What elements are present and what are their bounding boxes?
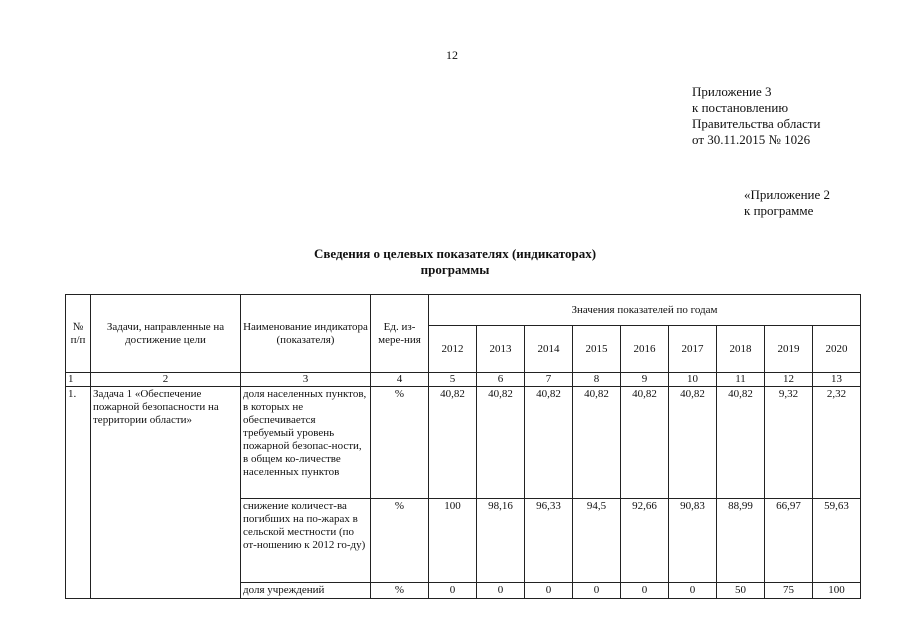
- header-year: 2016: [621, 326, 669, 373]
- appendix-3-line: Приложение 3: [692, 84, 772, 99]
- appendix-2-line: «Приложение 2: [744, 187, 831, 202]
- value-cell: 0: [573, 583, 621, 599]
- header-unit: Ед. из-мере-ния: [371, 295, 429, 373]
- value-cell: 40,82: [621, 387, 669, 499]
- header-values-group: Значения показателей по годам: [429, 295, 861, 326]
- value-cell: 0: [477, 583, 525, 599]
- appendix-3-line: к постановлению: [692, 100, 789, 115]
- header-year: 2018: [717, 326, 765, 373]
- appendix-3-line: Правительства области: [692, 116, 821, 131]
- value-cell: 0: [621, 583, 669, 599]
- header-indicator: Наименование индикатора (показателя): [241, 295, 371, 373]
- header-year: 2012: [429, 326, 477, 373]
- value-cell: 0: [525, 583, 573, 599]
- value-cell: 96,33: [525, 499, 573, 583]
- table-row: [66, 387, 861, 499]
- value-cell: 0: [669, 583, 717, 599]
- value-cell: 88,99: [717, 499, 765, 583]
- column-number: 13: [813, 373, 861, 387]
- value-cell: 40,82: [573, 387, 621, 499]
- page-number: 12: [446, 48, 458, 62]
- header-year: 2015: [573, 326, 621, 373]
- appendix-2-line: к программе: [744, 203, 814, 218]
- column-number: 8: [573, 373, 621, 387]
- value-cell: 2,32: [813, 387, 861, 499]
- appendix-3-line: от 30.11.2015 № 1026: [692, 132, 811, 147]
- value-cell: 9,32: [765, 387, 813, 499]
- column-number: 1: [66, 373, 91, 387]
- document-title: [250, 246, 660, 278]
- value-cell: 40,82: [525, 387, 573, 499]
- value-cell: 59,63: [813, 499, 861, 583]
- column-number: 11: [717, 373, 765, 387]
- indicator-name: доля учреждений: [241, 583, 371, 599]
- column-number: 12: [765, 373, 813, 387]
- column-number: 7: [525, 373, 573, 387]
- row-number: 1.: [66, 387, 91, 599]
- header-year: 2013: [477, 326, 525, 373]
- value-cell: 0: [429, 583, 477, 599]
- value-cell: 75: [765, 583, 813, 599]
- header-year: 2014: [525, 326, 573, 373]
- value-cell: 100: [429, 499, 477, 583]
- header-year: 2017: [669, 326, 717, 373]
- header-year: 2019: [765, 326, 813, 373]
- value-cell: 92,66: [621, 499, 669, 583]
- unit-cell: %: [371, 499, 429, 583]
- value-cell: 40,82: [669, 387, 717, 499]
- value-cell: 94,5: [573, 499, 621, 583]
- column-number: 10: [669, 373, 717, 387]
- indicator-name: снижение количест-ва погибших на по-жарах в сельской местности (по от-ношению к 2012 го-ду): [241, 499, 371, 583]
- column-number: 2: [91, 373, 241, 387]
- value-cell: 40,82: [477, 387, 525, 499]
- title-line: Сведения о целевых показателях (индикаторах): [313, 246, 597, 261]
- value-cell: 40,82: [429, 387, 477, 499]
- appendix-2-header: [744, 187, 830, 219]
- unit-cell: %: [371, 387, 429, 499]
- column-number: 6: [477, 373, 525, 387]
- value-cell: 50: [717, 583, 765, 599]
- header-num: № п/п: [66, 295, 91, 373]
- indicator-name: доля населенных пунктов, в которых не обеспечивается требуемый уровень пожарной безопас-ности, в общем ко-личестве населенных пунктов: [241, 387, 371, 499]
- table-header-row: [66, 295, 861, 326]
- title-line: программы: [420, 262, 490, 277]
- value-cell: 98,16: [477, 499, 525, 583]
- column-number: 3: [241, 373, 371, 387]
- column-number-row: [66, 373, 861, 387]
- appendix-3-header: [692, 84, 821, 148]
- task-cell: Задача 1 «Обеспечение пожарной безопасности на территории области»: [91, 387, 241, 599]
- header-year: 2020: [813, 326, 861, 373]
- header-task: Задачи, направленные на достижение цели: [91, 295, 241, 373]
- column-number: 5: [429, 373, 477, 387]
- column-number: 9: [621, 373, 669, 387]
- value-cell: 40,82: [717, 387, 765, 499]
- value-cell: 100: [813, 583, 861, 599]
- indicators-table: [65, 294, 861, 599]
- column-number: 4: [371, 373, 429, 387]
- value-cell: 90,83: [669, 499, 717, 583]
- unit-cell: %: [371, 583, 429, 599]
- value-cell: 66,97: [765, 499, 813, 583]
